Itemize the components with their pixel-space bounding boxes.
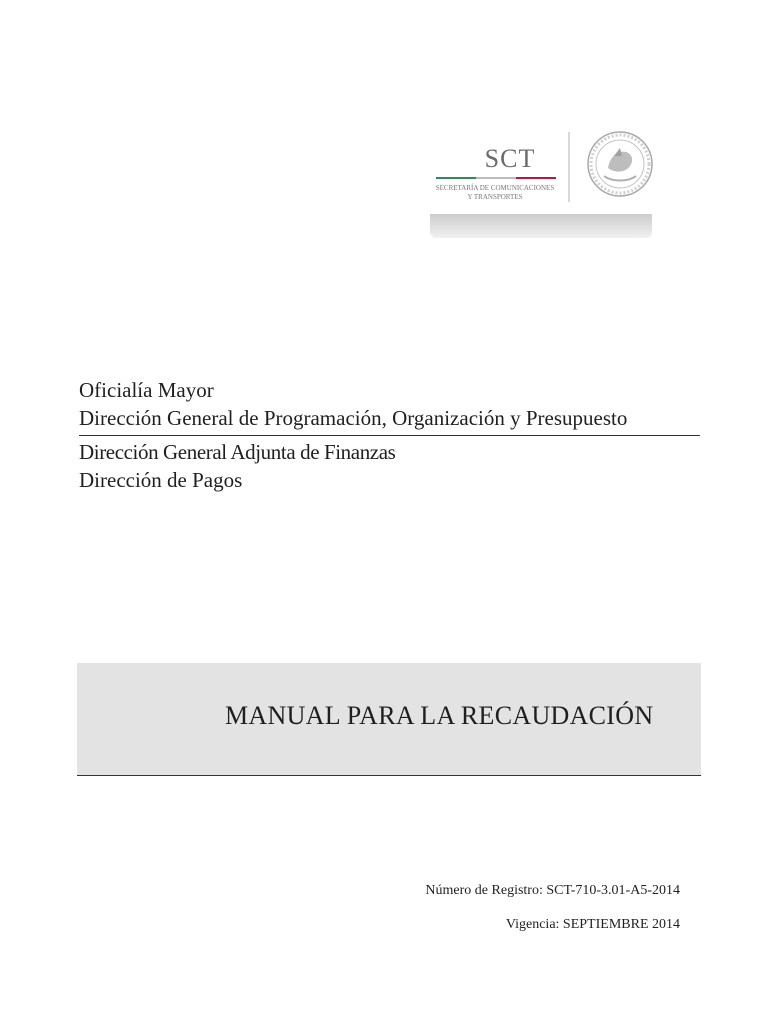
- logo-divider: [568, 132, 570, 202]
- logo-subtitle: [432, 184, 558, 202]
- org-line-oficialia: Oficialía Mayor: [79, 378, 214, 402]
- org-line-pagos: Dirección de Pagos: [79, 468, 243, 492]
- sct-logo: [430, 120, 654, 240]
- document-title: MANUAL PARA LA RECAUDACIÓN: [225, 701, 654, 730]
- org-line-adjunta: Dirección General Adjunta de Finanzas: [79, 440, 396, 464]
- logo-card: [430, 120, 652, 214]
- logo-subtitle-line1: SECRETARÍA DE COMUNICACIONES: [435, 184, 555, 192]
- org-line-direccion-general: Dirección General de Programación, Organización y Presupuesto: [79, 406, 628, 430]
- national-seal-icon: [586, 130, 654, 198]
- logo-acronym: SCT: [484, 144, 536, 173]
- title-banner: [77, 663, 701, 776]
- divider-line: [79, 435, 700, 436]
- validity-date: Vigencia: SEPTIEMBRE 2014: [505, 917, 680, 932]
- registry-number: Número de Registro: SCT-710-3.01-A5-2014: [425, 883, 680, 898]
- logo-color-rule: [436, 177, 556, 179]
- logo-shadow: [430, 212, 652, 238]
- logo-subtitle-line2: Y TRANSPORTES: [467, 193, 523, 201]
